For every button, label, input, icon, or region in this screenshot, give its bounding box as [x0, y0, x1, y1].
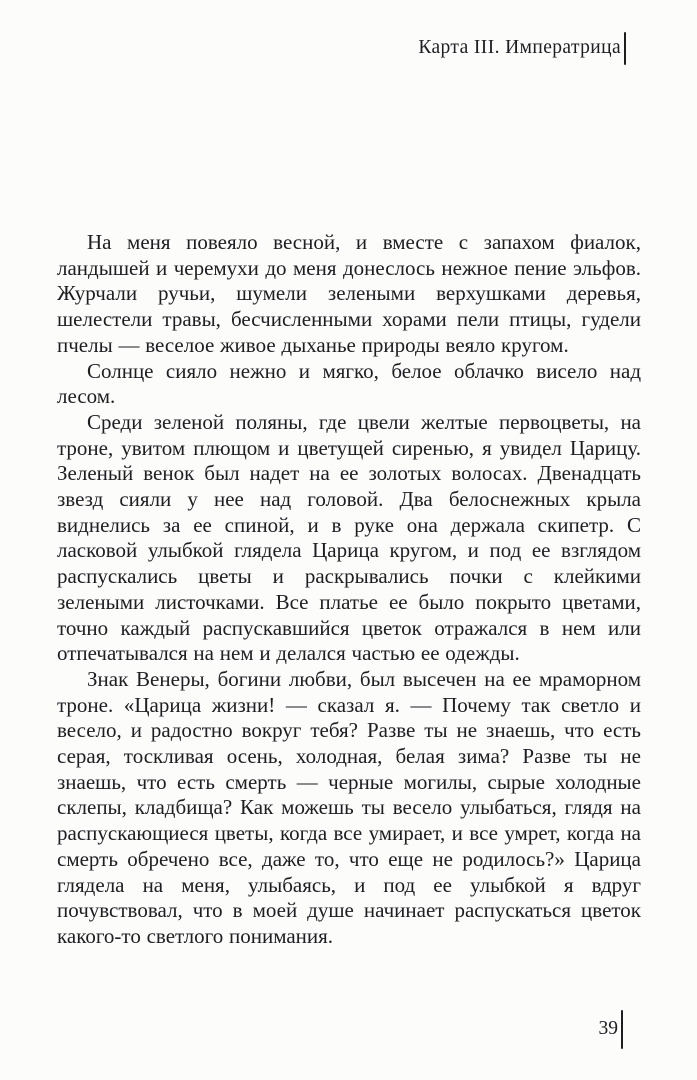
paragraph-2: Солнце сияло нежно и мягко, белое облачко висело над лесом. — [57, 358, 641, 409]
paragraph-1: На меня повеяло весной, и вместе с запахом фиалок, ландышей и черемухи до меня донеслось нежное пение эльфов. Журчали ручьи, шумели зелеными верхушками деревья, шелестели травы, бесчисленными хорами пели птицы, гудели пчелы — веселое живое дыханье природы веяло кругом. — [57, 230, 641, 357]
paragraph-3: Среди зеленой поляны, где цвели желтые первоцветы, на троне, увитом плющом и цветущей сиренью, я увидел Царицу. Зеленый венок был надет на ее золотых волосах. Двенадцать звезд сияли у нее над головой. Два белоснежных крыла виднелись за ее спиной, и в руке она держала скипетр. С ласковой улыбкой глядела Царица кругом, и под ее взглядом распускались цветы и раскрывались почки с клейкими зелеными листочками. Все платье ее было покрыто цветами, точно каждый распускавшийся цветок отражался в нем или отпечатывался на нем и делался частью ее одежды. — [57, 409, 641, 666]
footer-rule — [621, 1010, 623, 1049]
page-footer — [599, 1009, 624, 1049]
page-number: 39 — [598, 1018, 618, 1039]
running-head-title: Карта III. Императрица — [418, 37, 621, 58]
page-body-text — [57, 230, 641, 950]
header-rule — [624, 32, 626, 65]
running-header — [418, 31, 626, 65]
paragraph-4: Знак Венеры, богини любви, был высечен на ее мраморном троне. «Царица жизни! — сказал я. — Почему так светло и весело, и радостно вокруг тебя? Разве ты не знаешь, что есть серая, тоскливая осень, холодная, белая зима? Разве ты не знаешь, что есть смерть — черные могилы, сырые холодные склепы, кладбища? Как можешь ты весело улыбаться, глядя на распускающиеся цветы, когда все умирает, и все умрет, когда на смерть обречено все, даже то, что еще не родилось?» Царица глядела на меня, улыбаясь, и под ее улыбкой я вдруг почувствовал, что в моей душе начинает распускаться цветок какого-то светлого понимания. — [57, 666, 641, 948]
